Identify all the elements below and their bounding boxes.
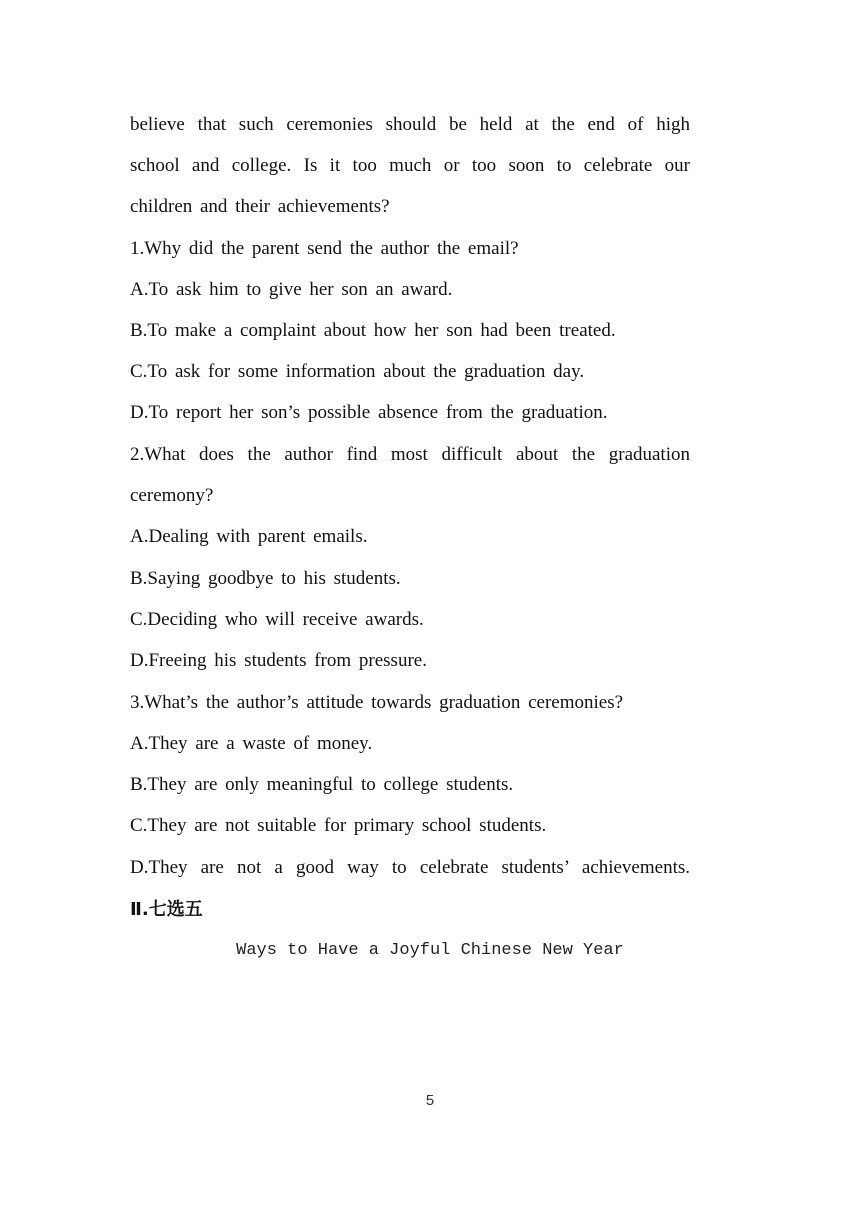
question-1-option-b: B.To make a complaint about how her son had been treated.: [130, 320, 616, 341]
question-2-stem-continued: ceremony?: [130, 485, 214, 506]
passage-title: Ways to Have a Joyful Chinese New Year: [236, 941, 624, 960]
question-3-option-a: A.They are a waste of money.: [130, 733, 373, 754]
passage-line: believe that such ceremonies should be held at the end of high: [130, 114, 690, 135]
question-2-option-d: D.Freeing his students from pressure.: [130, 650, 427, 671]
passage-line: children and their achievements?: [130, 196, 390, 217]
passage-line: school and college. Is it too much or too soon to celebrate our: [130, 155, 690, 176]
question-2-stem: 2.What does the author find most difficult about the graduation: [130, 444, 690, 465]
question-3-option-c: C.They are not suitable for primary school students.: [130, 815, 547, 836]
question-3-option-d: D.They are not a good way to celebrate students’ achievements.: [130, 857, 690, 878]
question-2-option-a: A.Dealing with parent emails.: [130, 526, 368, 547]
question-1-option-a: A.To ask him to give her son an award.: [130, 279, 453, 300]
section-heading: Ⅱ.七选五: [130, 899, 203, 920]
question-2-option-c: C.Deciding who will receive awards.: [130, 609, 424, 630]
question-3-stem: 3.What’s the author’s attitude towards graduation ceremonies?: [130, 692, 624, 713]
question-1-stem: 1.Why did the parent send the author the email?: [130, 238, 519, 259]
page-number: 5: [425, 1093, 435, 1110]
question-3-option-b: B.They are only meaningful to college students.: [130, 774, 514, 795]
question-1-option-d: D.To report her son’s possible absence from the graduation.: [130, 402, 608, 423]
question-1-option-c: C.To ask for some information about the graduation day.: [130, 361, 585, 382]
question-2-option-b: B.Saying goodbye to his students.: [130, 568, 401, 589]
